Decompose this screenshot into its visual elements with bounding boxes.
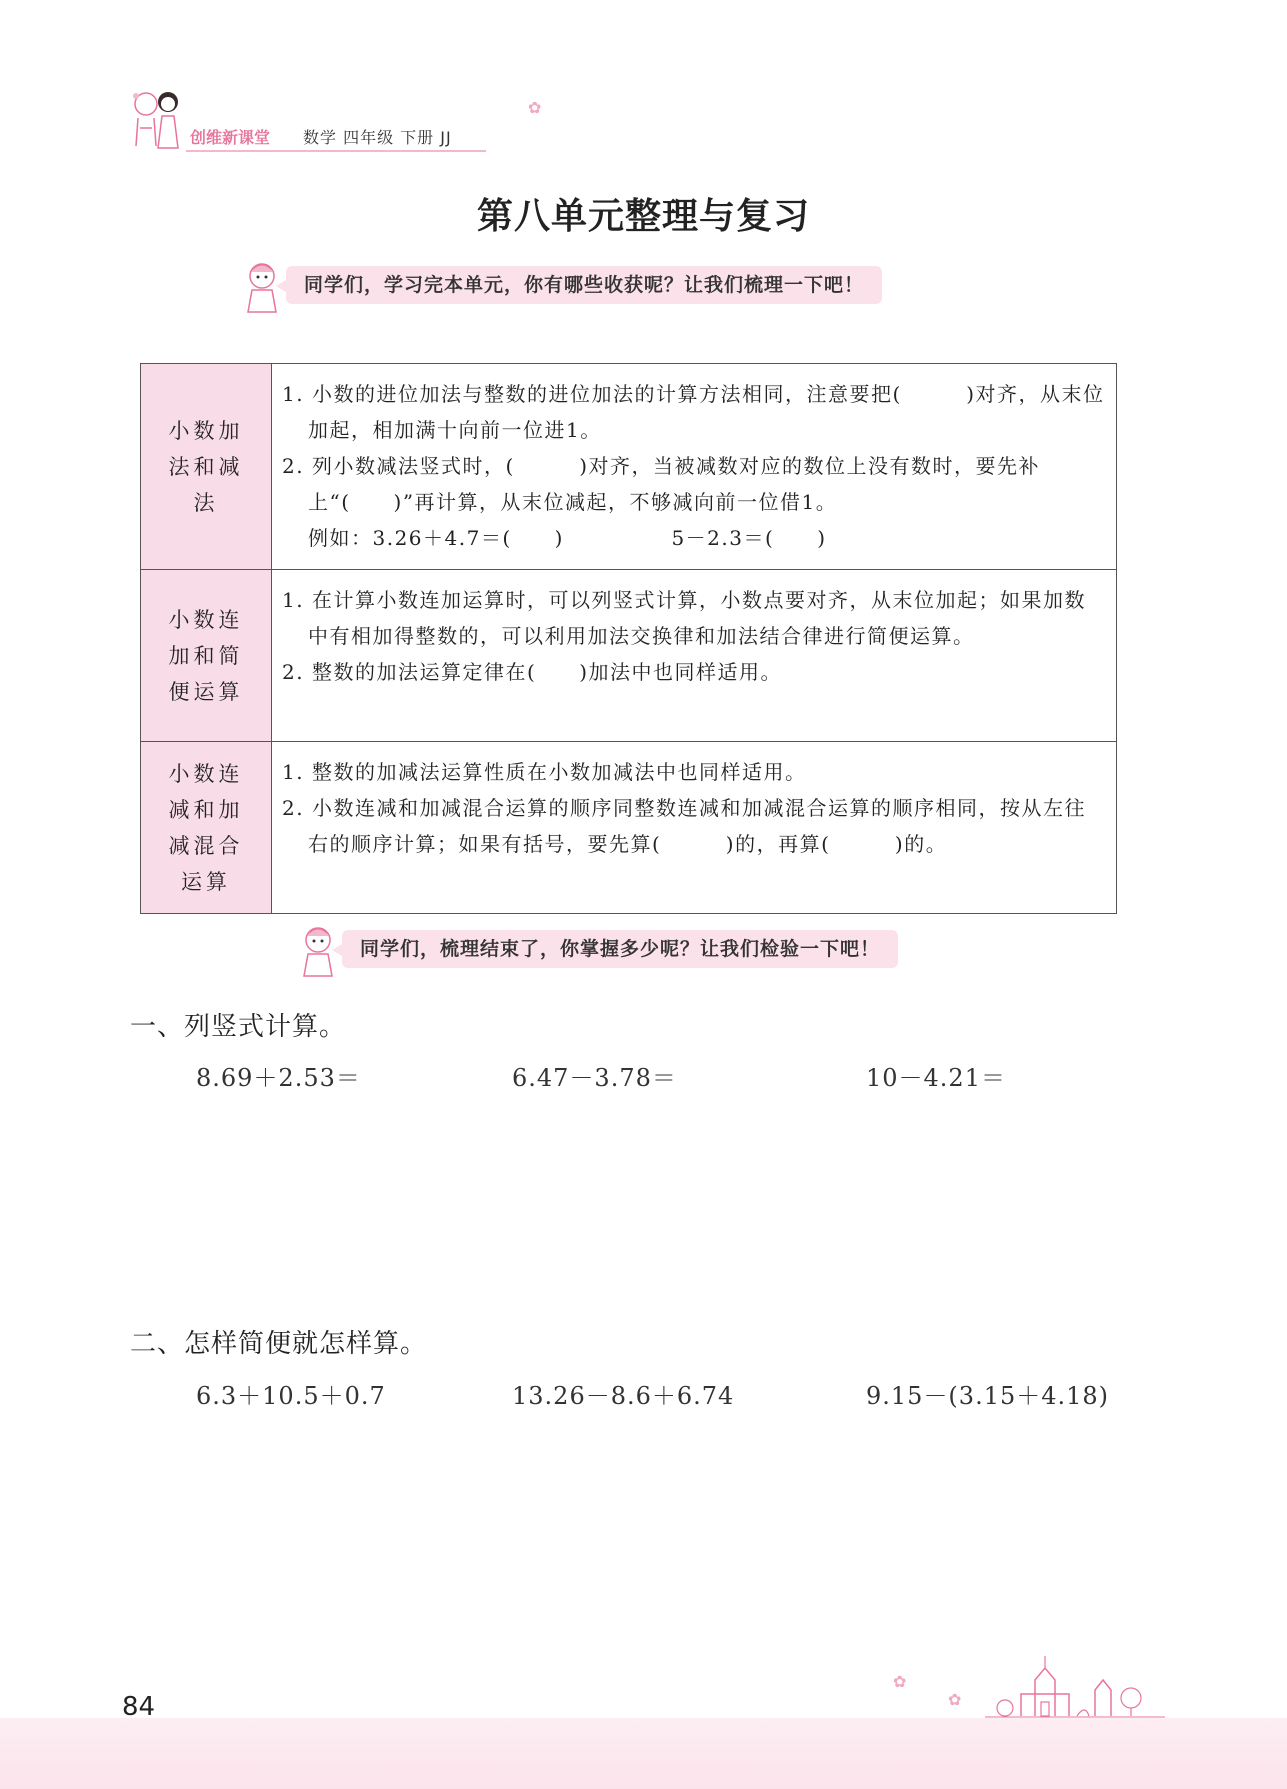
check-bubble-text: 同学们，梳理结束了，你掌握多少呢？让我们检验一下吧！ bbox=[342, 930, 898, 968]
table-row bbox=[141, 570, 1117, 742]
problem-1-3: 10－4.21＝ bbox=[866, 1064, 1006, 1092]
problem-2-3: 9.15－(3.15＋4.18) bbox=[866, 1382, 1110, 1410]
list-item: 1. 整数的加减法运算性质在小数加减法中也同样适用。 bbox=[282, 760, 807, 784]
category-cell: 小数加法和减法 bbox=[141, 364, 272, 570]
problem-1-2: 6.47－3.78＝ bbox=[512, 1064, 677, 1092]
book-subject: 数学 四年级 下册 JJ bbox=[303, 128, 452, 147]
table-row bbox=[141, 364, 1117, 570]
section-2-title: 二、怎样简便就怎样算。 bbox=[130, 1329, 428, 1359]
page-number: 84 bbox=[122, 1692, 156, 1722]
header-divider bbox=[186, 150, 486, 152]
list-item: 2. 小数连减和加减混合运算的顺序同整数连减和加减混合运算的顺序相同，按从左往右的顺序计算；如果有括号，要先算( )的，再算( )的。 bbox=[282, 796, 1086, 856]
content-cell bbox=[272, 570, 1117, 742]
list-item: 2. 列小数减法竖式时，( )对齐，当被减数对应的数位上没有数时，要先补上“( )”再计算，从末位减起，不够减向前一位借1。 bbox=[282, 454, 1041, 514]
page-header bbox=[128, 88, 528, 158]
table-row bbox=[141, 742, 1117, 914]
kids-logo-icon bbox=[128, 88, 188, 154]
list-item: 2. 整数的加法运算定律在( )加法中也同样适用。 bbox=[282, 660, 783, 684]
brand-name: 创维新课堂 bbox=[190, 128, 271, 147]
flower-icon: ✿ bbox=[893, 1672, 907, 1691]
problem-1-1: 8.69＋2.53＝ bbox=[196, 1064, 361, 1092]
intro-bubble-text: 同学们，学习完本单元，你有哪些收获呢？让我们梳理一下吧！ bbox=[286, 266, 882, 304]
problem-2-2: 13.26－8.6＋6.74 bbox=[512, 1382, 735, 1410]
category-cell: 小数连加和简便运算 bbox=[141, 570, 272, 742]
list-item: 1. 小数的进位加法与整数的进位加法的计算方法相同，注意要把( )对齐，从末位加起，相加满十向前一位进1。 bbox=[282, 382, 1105, 442]
category-cell: 小数连减和加减混合运算 bbox=[141, 742, 272, 914]
review-table bbox=[140, 363, 1117, 914]
flower-icon: ✿ bbox=[528, 98, 542, 117]
list-item: 1. 在计算小数连加运算时，可以列竖式计算，小数点要对齐，从末位加起；如果加数中有相加得整数的，可以利用加法交换律和加法结合律进行简便运算。 bbox=[282, 588, 1086, 648]
content-cell bbox=[272, 364, 1117, 570]
example-line: 例如：3.26＋4.7＝( ) 5－2.3＝( ) bbox=[308, 526, 827, 550]
footer-band bbox=[0, 1718, 1287, 1789]
problem-2-1: 6.3＋10.5＋0.7 bbox=[196, 1382, 386, 1410]
castle-icon bbox=[985, 1650, 1165, 1720]
content-cell bbox=[272, 742, 1117, 914]
section-1-title: 一、列竖式计算。 bbox=[130, 1012, 347, 1042]
page-title: 第八单元整理与复习 bbox=[476, 196, 810, 237]
flower-icon: ✿ bbox=[948, 1690, 962, 1709]
